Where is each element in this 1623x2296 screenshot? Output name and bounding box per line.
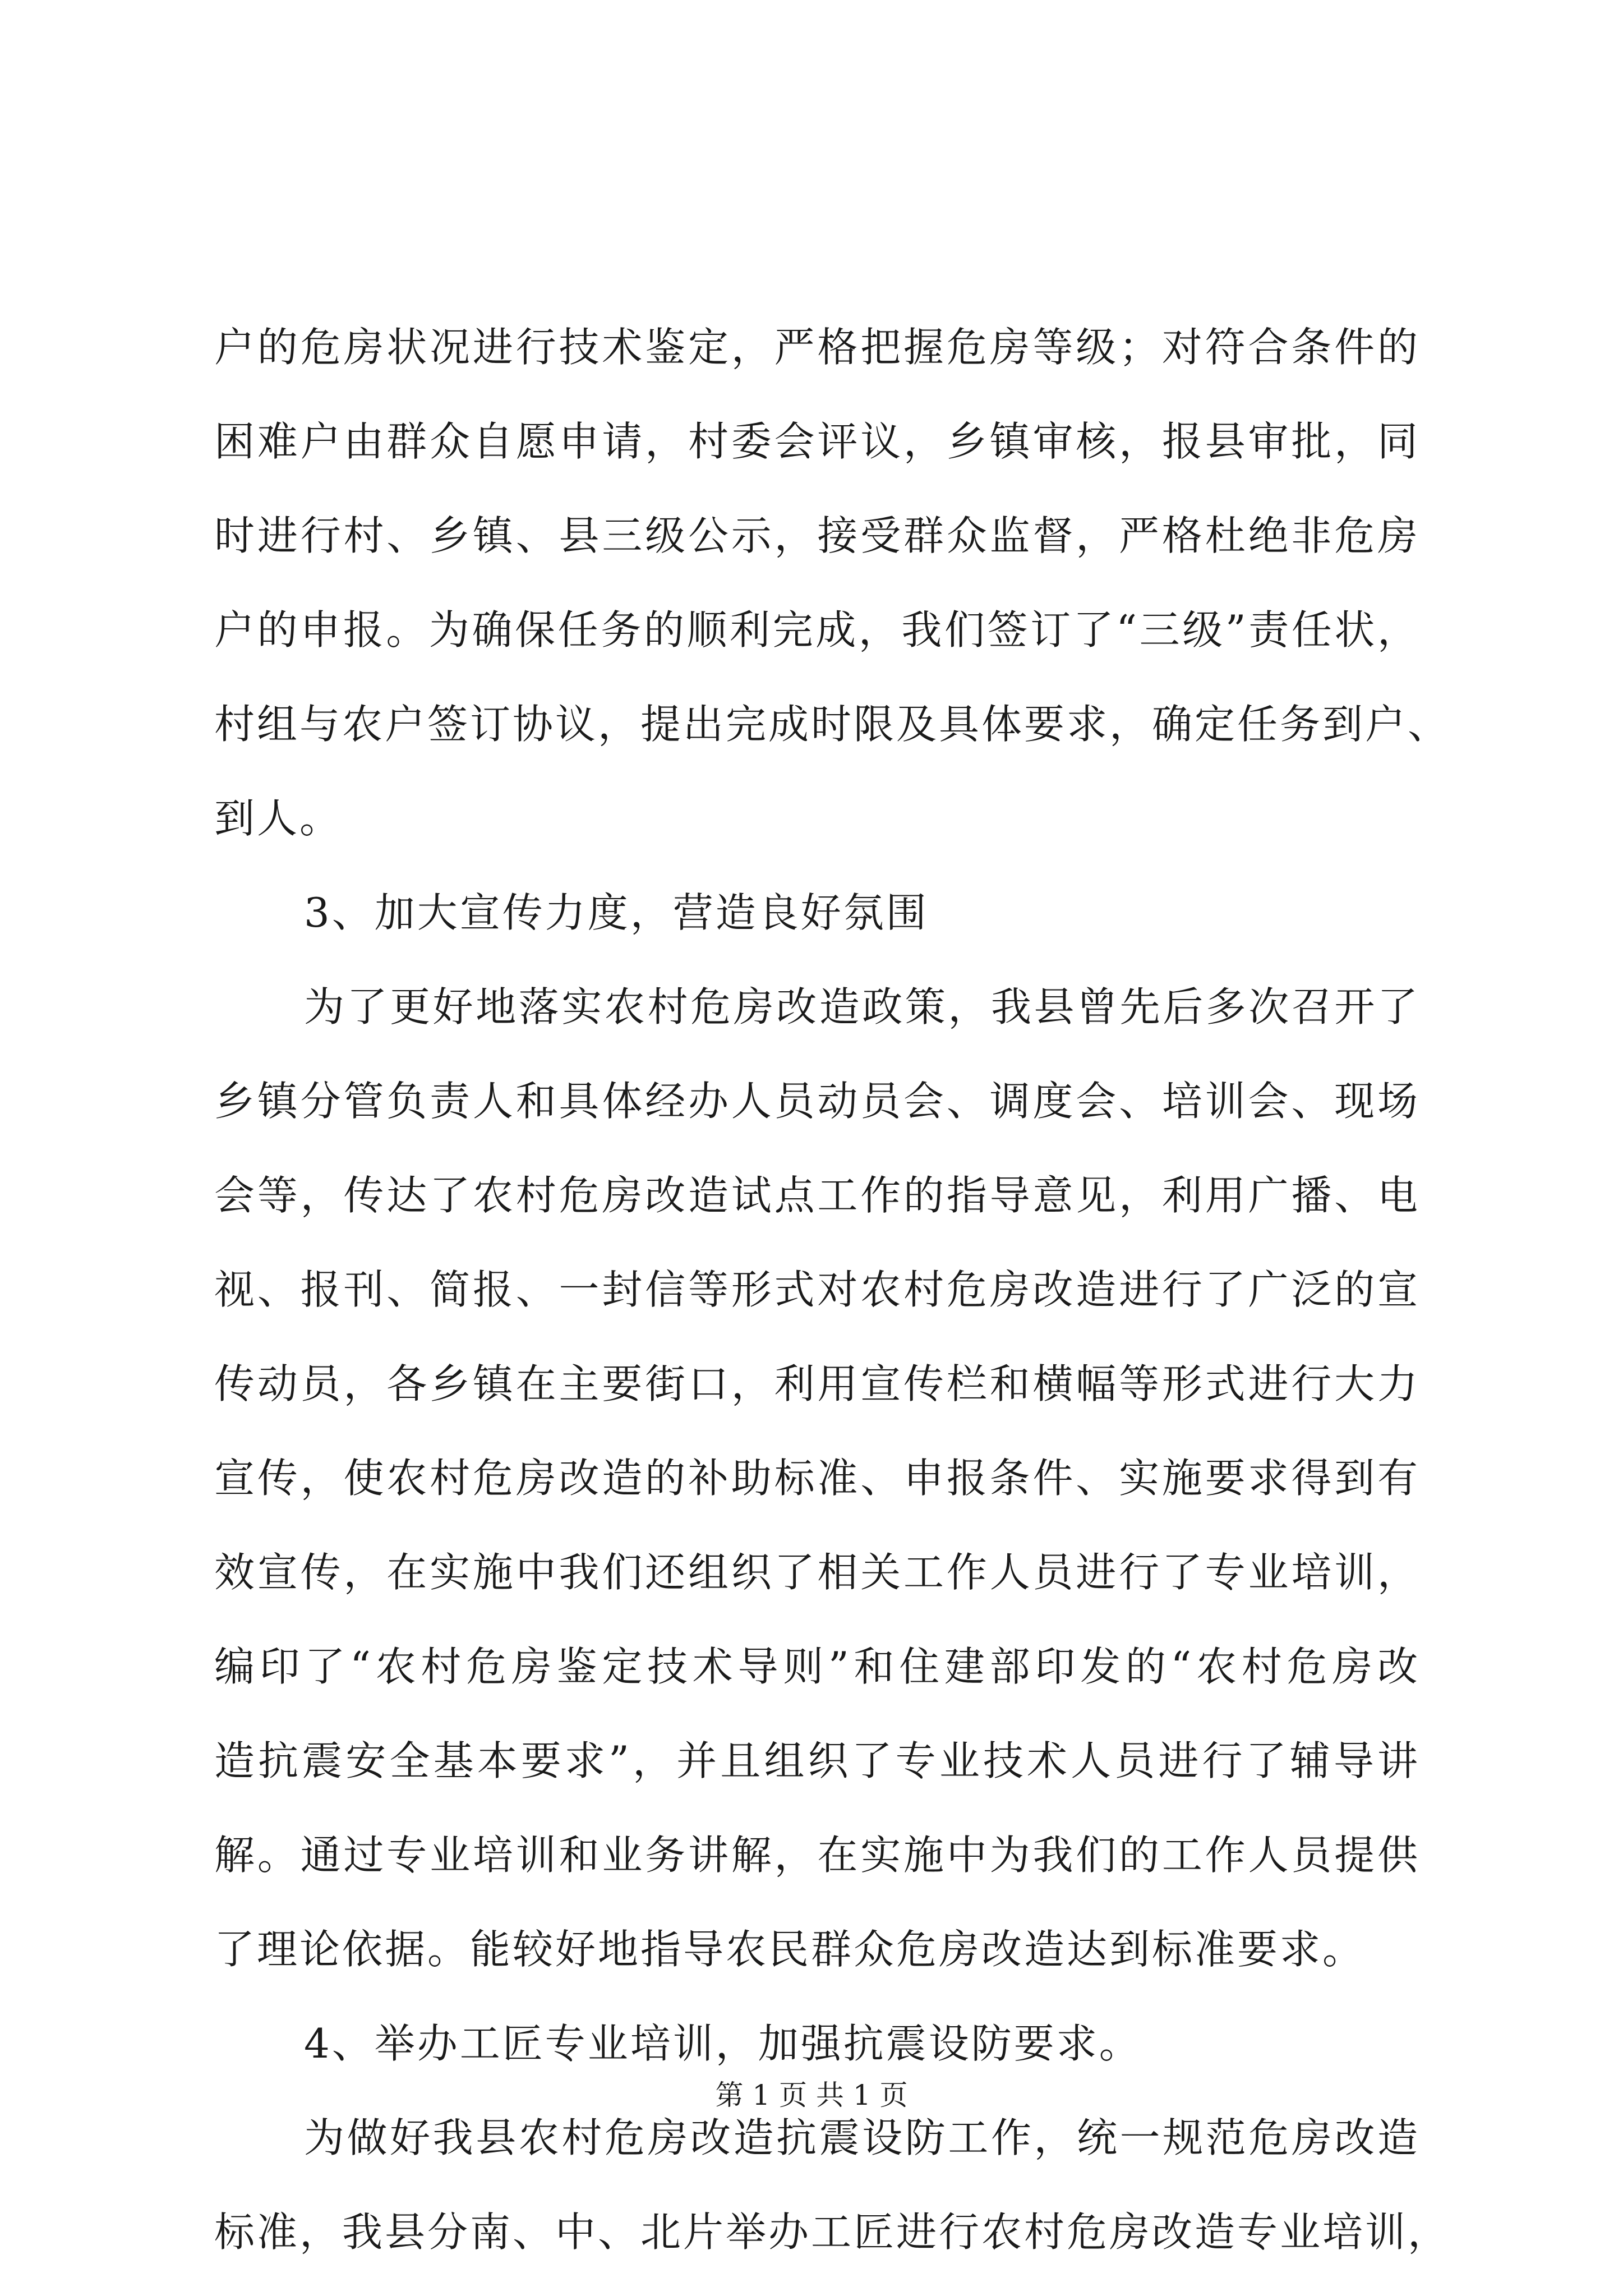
paragraph-line: 效宣传，在实施中我们还组织了相关工作人员进行了专业培训， [214,1549,1420,1596]
paragraph-line: 宣传，使农村危房改造的补助标准、申报条件、实施要求得到有 [214,1455,1420,1502]
paragraph-line: 解。通过专业培训和业务讲解，在实施中为我们的工作人员提供 [214,1832,1420,1879]
paragraph-line: 到人。 [214,795,343,842]
paragraph-line: 村组与农户签订协议，提出完成时限及具体要求，确定任务到户、 [214,701,1451,748]
paragraph-line: 户的申报。为确保任务的顺利完成，我们签订了“三级”责任状， [214,606,1420,654]
paragraph-line: 困难户由群众自愿申请，村委会评议，乡镇审核，报县审批，同 [214,418,1420,465]
paragraph-line: 了理论依据。能较好地指导农民群众危房改造达到标准要求。 [214,1926,1366,1973]
paragraph-line: 户的危房状况进行技术鉴定，严格把握危房等级；对符合条件的 [214,324,1420,371]
paragraph-line: 时进行村、乡镇、县三级公示，接受群众监督，严格杜绝非危房 [214,512,1420,559]
section-heading: 4、举办工匠专业培训，加强抗震设防要求。 [304,2020,1142,2067]
paragraph-line: 传动员，各乡镇在主要街口，利用宣传栏和横幅等形式进行大力 [214,1360,1420,1407]
section-heading: 3、加大宣传力度，营造良好氛围 [304,889,929,936]
document-body [214,300,1451,2279]
paragraph-line: 造抗震安全基本要求”，并且组织了专业技术人员进行了辅导讲 [214,1737,1420,1784]
paragraph-line: 视、报刊、简报、一封信等形式对农村危房改造进行了广泛的宣 [214,1266,1420,1313]
paragraph-line: 标准，我县分南、中、北片举办工匠进行农村危房改造专业培训， [214,2208,1451,2256]
paragraph-line: 为做好我县农村危房改造抗震设防工作，统一规范危房改造 [304,2114,1420,2161]
paragraph-line: 为了更好地落实农村危房改造政策，我县曾先后多次召开了 [304,983,1420,1030]
paragraph-line: 编印了“农村危房鉴定技术导则”和住建部印发的“农村危房改 [214,1643,1420,1690]
paragraph-line: 乡镇分管负责人和具体经办人员动员会、调度会、培训会、现场 [214,1078,1420,1125]
paragraph-line: 会等，传达了农村危房改造试点工作的指导意见，利用广播、电 [214,1172,1420,1219]
page-footer: 第 1 页 共 1 页 [715,2079,908,2111]
